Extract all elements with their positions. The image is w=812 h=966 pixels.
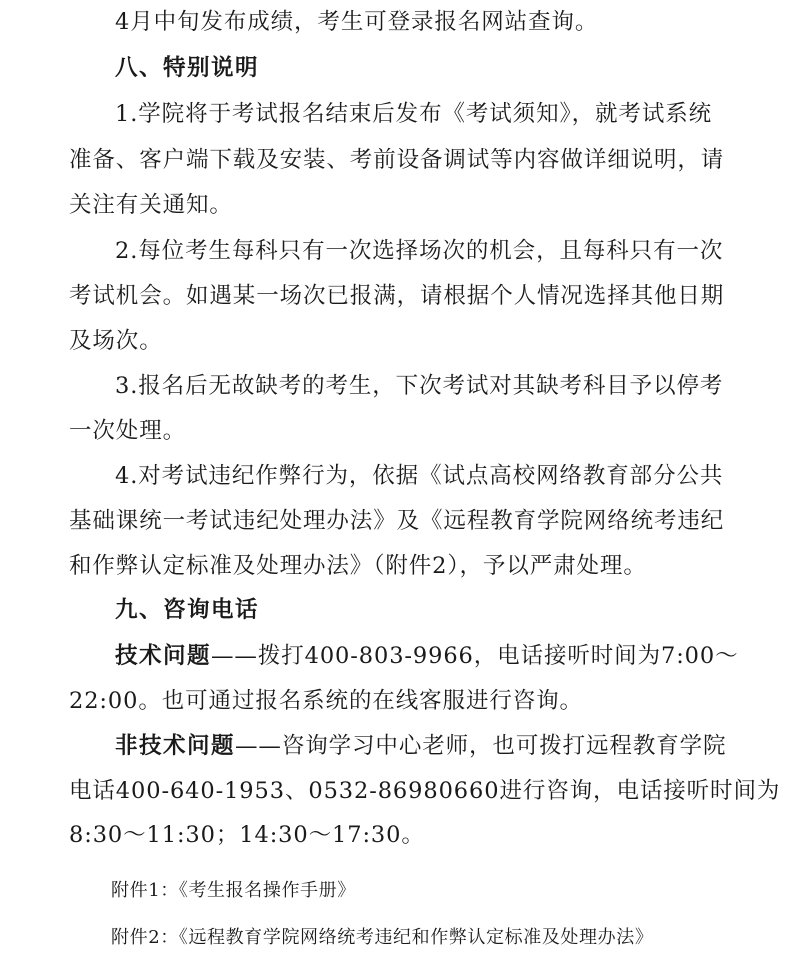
paragraph-4-line-3: 和作弊认定标准及处理办法》（附件2），予以严肃处理。	[69, 553, 647, 579]
nontech-support-line-2: 电话400-640-1953、0532-86980660进行咨询，电话接听时间为	[69, 778, 781, 804]
tech-support-line-2: 22:00。也可通过报名系统的在线客服进行咨询。	[69, 688, 583, 714]
paragraph-3-line-1: 3.报名后无故缺考的考生，下次考试对其缺考科目予以停考	[115, 373, 724, 399]
section-heading-hotline: 九、咨询电话	[115, 597, 260, 623]
paragraph-2-line-1: 2.每位考生每科只有一次选择场次的机会，且每科只有一次	[115, 238, 724, 264]
tech-support-text: ——拨打400-803-9966，电话接听时间为7:00～	[211, 643, 739, 669]
nontech-support-line-3: 8:30～11:30；14:30～17:30。	[69, 822, 425, 848]
attachment-2: 附件2：《远程教育学院网络统考违纪和作弊认定标准及处理办法》	[111, 927, 654, 948]
paragraph-1-line-1: 1.学院将于考试报名结束后发布《考试须知》，就考试系统	[115, 101, 713, 127]
tech-support-line	[0, 641, 812, 671]
paragraph-4-line-2: 基础课统一考试违纪处理办法》及《远程教育学院网络统考违纪	[69, 508, 725, 534]
section-heading-special-notes: 八、特别说明	[115, 55, 260, 81]
paragraph-2-line-2: 考试机会。如遇某一场次已报满，请根据个人情况选择其他日期	[69, 283, 725, 309]
nontech-support-text: ——咨询学习中心老师，也可拨打远程教育学院	[235, 733, 727, 759]
nontech-support-line	[0, 731, 812, 761]
attachment-1: 附件1：《考生报名操作手册》	[111, 880, 356, 901]
paragraph-2-line-3: 及场次。	[69, 328, 163, 354]
tech-support-label: 技术问题	[115, 643, 212, 669]
nontech-support-label: 非技术问题	[115, 733, 236, 759]
paragraph-3-line-2: 一次处理。	[69, 418, 187, 444]
paragraph-4-line-1: 4.对考试违纪作弊行为，依据《试点高校网络教育部分公共	[115, 463, 724, 489]
paragraph-1-line-2: 准备、客户端下载及安装、考前设备调试等内容做详细说明，请	[69, 147, 725, 173]
paragraph-1-line-3: 关注有关通知。	[69, 192, 233, 218]
text-line-grade-release: 4月中旬发布成绩，考生可登录报名网站查询。	[115, 9, 599, 35]
